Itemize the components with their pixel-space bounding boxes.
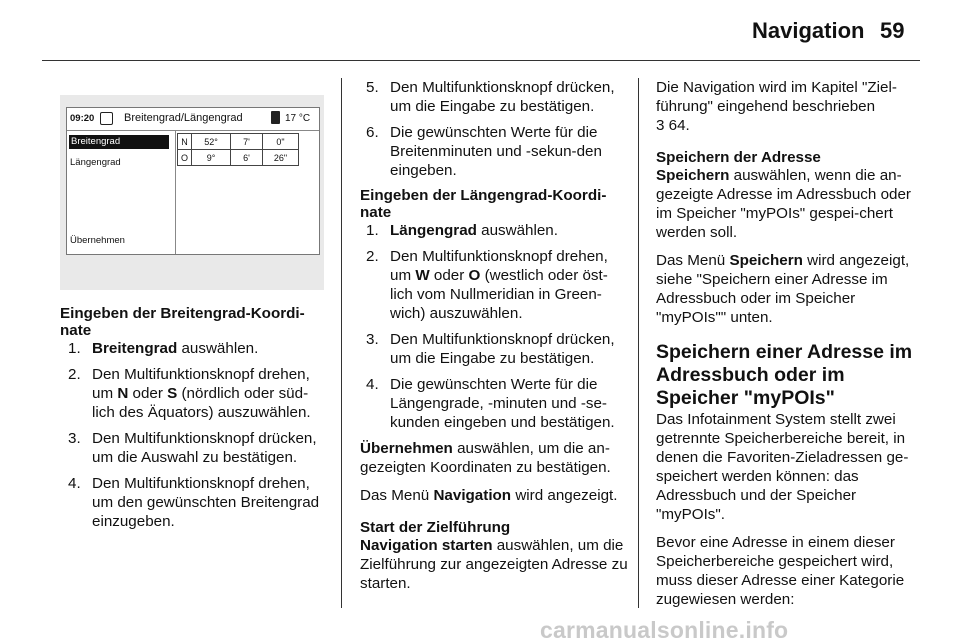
coord-minutes: 7'	[231, 134, 263, 150]
paragraph-accept: Übernehmen auswählen, um die an-gezeigten Koordinaten zu bestätigen.	[360, 440, 611, 476]
paragraph-navigation-menu: Das Menü Navigation wird angezeigt.	[360, 487, 618, 504]
coord-degrees: 9°	[192, 150, 231, 166]
list-item: 6. Die gewünschten Werte für die Breitenminuten und -sekun-den eingeben.	[366, 124, 602, 179]
section-heading-save-address-book: Speichern einer Adresse im Adressbuch oder im Speicher "myPOIs"	[656, 341, 913, 409]
screen-status-bar	[67, 108, 319, 131]
header-rule	[42, 60, 920, 61]
column-divider-2	[638, 78, 639, 608]
section-heading-start-guidance: Start der Zielführung	[360, 519, 511, 536]
paragraph-start-guidance: Navigation starten auswählen, um die Zielführung zur angezeigten Adresse zu starten.	[360, 537, 628, 592]
page-title: Navigation	[752, 18, 865, 43]
list-item: 4. Den Multifunktionsknopf drehen, um den gewünschten Breitengrad einzugeben.	[68, 475, 320, 530]
list-item: 4. Die gewünschten Werte für die Längengrade, -minuten und -se-kunden eingeben und bestätigen.	[366, 376, 615, 431]
paragraph-save: Speichern auswählen, wenn die an-gezeigte Adresse im Adressbuch oder im Speicher "myPOIs" gespei-chert werden soll.	[656, 167, 911, 241]
menu-item-latitude: Breitengrad	[69, 135, 169, 149]
column-3	[656, 78, 922, 618]
coord-seconds: 0"	[263, 134, 299, 150]
latitude-steps-continued	[366, 78, 628, 180]
list-item: 1. Breitengrad auswählen.	[68, 340, 259, 357]
list-item: 2. Den Multifunktionsknopf drehen, um N oder S (nördlich oder süd-lich des Äquators) auszuwählen.	[68, 366, 311, 421]
section-heading-longitude: Eingeben der Längengrad-Koordi- nate	[360, 187, 607, 221]
coord-direction: O	[178, 150, 192, 166]
coord-direction: N	[178, 134, 192, 150]
list-item: 2. Den Multifunktionsknopf drehen, um W oder O (westlich oder öst-lich vom Nullmeridian in Green-wich) auszuwählen.	[366, 248, 608, 322]
coordinate-row	[178, 134, 299, 150]
menu-item-longitude: Längengrad	[70, 157, 121, 168]
section-heading-save-address: Speichern der Adresse	[656, 149, 821, 166]
coordinate-grid	[177, 133, 299, 166]
display-screen	[66, 107, 320, 255]
coord-seconds: 26"	[263, 150, 299, 166]
page-number: 59	[880, 18, 905, 43]
coord-degrees: 52°	[192, 134, 231, 150]
watermark: carmanualsonline.info	[540, 617, 789, 643]
page-reference: 3 64.	[656, 117, 690, 134]
coordinate-row	[178, 150, 299, 166]
column-1	[60, 305, 330, 538]
screen-title: Breitengrad/Längengrad	[124, 112, 243, 124]
column-divider-1	[341, 78, 342, 608]
paragraph-save-menu: Das Menü Speichern wird angezeigt, siehe "Speichern einer Adresse im Adressbuch oder im Speicher "myPOIs"" unten.	[656, 252, 910, 326]
screen-divider	[175, 131, 176, 254]
longitude-steps	[366, 221, 628, 432]
list-item: 3. Den Multifunktionsknopf drücken, um die Eingabe zu bestätigen.	[366, 331, 615, 367]
column-2	[360, 78, 628, 602]
page-header	[0, 0, 960, 62]
clock-icon	[100, 112, 113, 125]
section-heading-latitude: Eingeben der Breitengrad-Koordi- nate	[60, 305, 305, 339]
list-item: 1. Längengrad auswählen.	[366, 222, 558, 239]
screen-time: 09:20	[70, 113, 95, 124]
screen-illustration	[60, 95, 324, 290]
latitude-steps	[68, 339, 330, 531]
list-item: 3. Den Multifunktionsknopf drücken, um die Auswahl zu bestätigen.	[68, 430, 317, 466]
paragraph-guidance-ref: Die Navigation wird im Kapitel "Ziel-führung" eingehend beschrieben 3 64.	[656, 79, 897, 134]
paragraph-category: Bevor eine Adresse in einem dieser Speicherbereiche gespeichert wird, muss dieser Adresse einer Kategorie zugewiesen werden:	[656, 534, 905, 608]
coord-minutes: 6'	[231, 150, 263, 166]
menu-item-accept: Übernehmen	[70, 235, 125, 246]
fuel-icon	[271, 111, 280, 124]
list-item: 5. Den Multifunktionsknopf drücken, um die Eingabe zu bestätigen.	[366, 79, 615, 115]
paragraph-storage-areas: Das Infotainment System stellt zwei getrennte Speicherbereiche bereit, in denen die Favoriten-Zieladressen ge-speichert werden können: das Adressbuch und der Speicher "myPOIs".	[656, 411, 909, 523]
screen-temperature: 17 °C	[285, 113, 311, 124]
